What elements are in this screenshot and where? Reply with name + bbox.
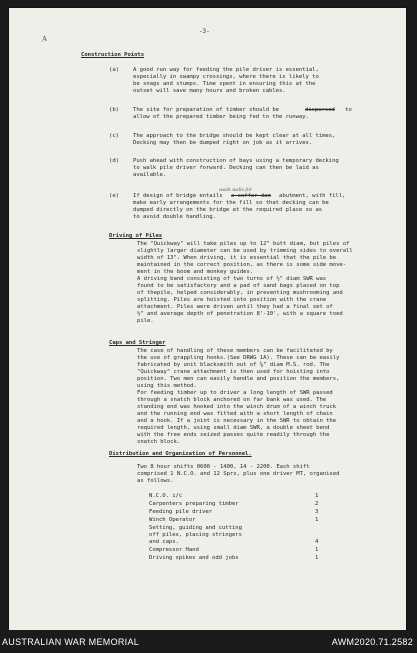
footer-institution: AUSTRALIAN WAR MEMORIAL xyxy=(2,637,140,647)
distribution-heading: Distribution and Organization of Personnel. xyxy=(109,451,252,457)
construction-heading: Construction Points xyxy=(81,52,145,58)
driving-heading: Driving of Piles xyxy=(109,233,163,239)
page-number: -3- xyxy=(199,28,210,35)
struck-word: dispersed xyxy=(305,107,335,113)
footer-reference: AWM2020.71.2582 xyxy=(331,637,413,647)
handwritten-mark: A xyxy=(41,34,48,44)
caps-heading: Caps and Stringer xyxy=(109,340,166,346)
struck-words: a coffer dam xyxy=(231,193,271,199)
archive-footer xyxy=(0,630,417,653)
document-page: -3- A Construction Points (a) A good run way for feeding the pile driver is essential, especially in swampy crossings, where there is likely to be snags and stumps. Time spent in ensuring this at the outset will save many hours and broken cables. (b) The site for preparation of timber should be dispersed to allow of the prepared timber being fed to the runway. (c) The approach to the bridge should be kept clear at all times, Decking may then be dumped right on job as it arrives. (d) Push ahead with construction of bays using a temporary decking to walk pile driver forward. Decking can then be laid as available. wash walls for (e) If design of bridge entails a coffer dam abutment, with fill, make early arrangements for the fill so that decking can be dumped directly on the bridge at the required place so as to avoid double handling. Driving of Piles The "Quickway" will take piles up to 12" butt diam, but piles of slightly larger diameter can be used by trimming sides to overall width of 13". When driving, it is essential that the pile be maintained in the correct position, as there is some side move- ment in the boom and monkey guides. A driving band consisting of two turns of ½" diam SWR was found to be satisfactory and a pad of sand bags placed on top of thepile, helped considerably, in preventing mushrooming and splitting. Piles are hoisted into position with the crane attachment. Piles were driven until they had a final set of ½" and average depth of penetration 8'-10', with a square toed pile. Caps and Stringer The case of handling of these members can be facilitated by the use of grappling hooks.(See DRWG 1A). These can be easily fabricated by unit blacksmith out of ⅝" diam M.S. rod. The "Quickway" crane attachment is then used for hoisting into position. Two men can easily handle and position the members, using this method. For feeding timber up to driver a long length of SWR passed through a snatch block anchored on far bank was used. The standing end was hooked into the winch drum of a winch truck and the running end was fitted with a short length of chain and a hook. If a joint is necessary in the SWR to obtain the required length, using small diam SWR, a double sheet bend with the free ends seized passes quite readily through the snatch block. Distribution and Organization of Personnel. Two 8 hour shifts 0600 - 1400, 14 - 2200. Each shift comprised 1 N.C.O. and 12 Sprs, plus one driver MT, organised as follows. N.C.O. i/c 1 Carpenters preparing timber 2 Feeding pile driver 3 Winch Operator 1 Setting, guiding and cutting off piles, placing stringers and caps. 4 Compressor Hand 1 Driving spikes and odd jobs 1 xyxy=(9,8,406,630)
handwritten-insertion: wash walls for xyxy=(219,188,252,193)
